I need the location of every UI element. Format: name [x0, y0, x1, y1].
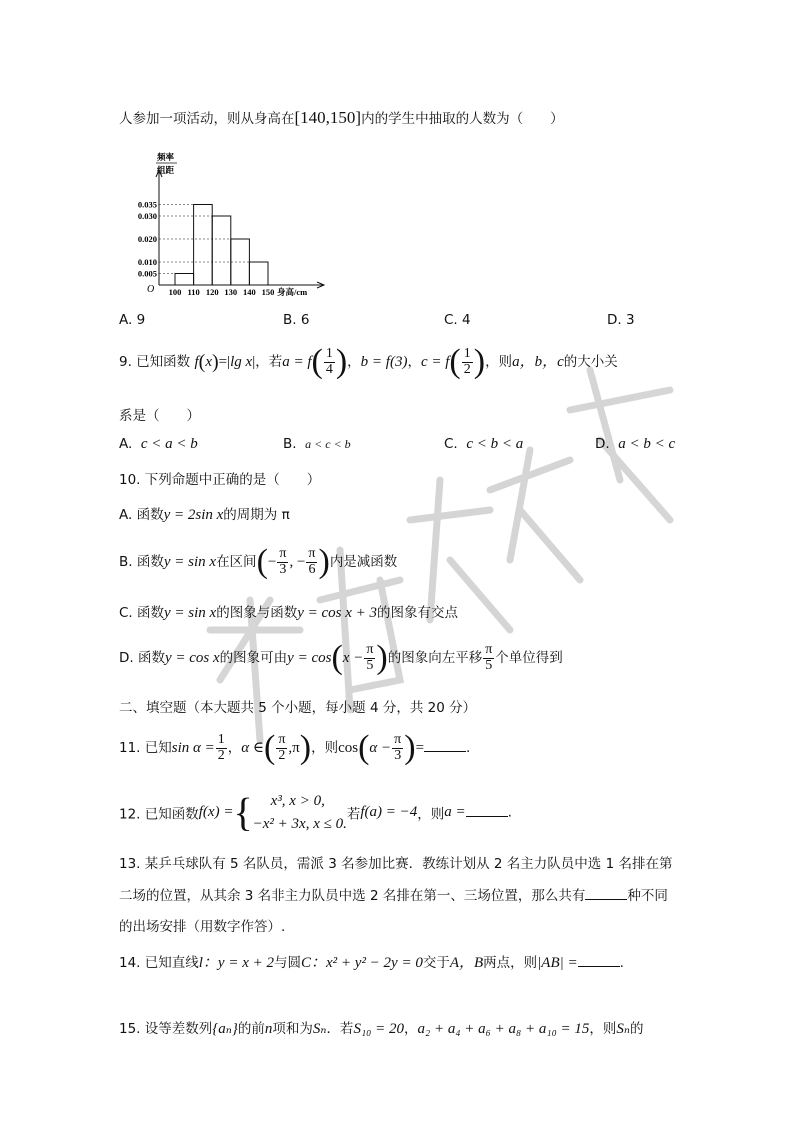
q10-a-post: 的周期为 π — [223, 507, 290, 523]
origin-label: O — [147, 284, 155, 295]
q9-option-d[interactable] — [595, 436, 675, 453]
q12-case2: −x² + 3x, x ≤ 0. — [252, 815, 347, 832]
q10-d-5b: 5 — [485, 657, 493, 673]
q9-sep2: ， — [407, 354, 421, 370]
q11-alpha-in: α ∈ — [241, 740, 265, 756]
q11-one: 1 — [217, 731, 225, 747]
q13-l2b: 种不同 — [627, 888, 668, 904]
histogram-chart — [119, 148, 329, 298]
q10-b-pi2: π — [308, 545, 316, 561]
q13-line3: 的出场安排（用数字作答）. — [119, 919, 286, 935]
q10-b-mid: 在区间 — [216, 554, 257, 570]
histogram-bar — [249, 262, 268, 285]
intro-line — [119, 107, 564, 128]
q15 — [119, 1017, 644, 1038]
q9-one-b: 1 — [463, 345, 471, 361]
q12-a: a = — [444, 804, 466, 820]
q11-inner: α − — [369, 740, 392, 756]
q12-case1: x³, x > 0, — [270, 793, 325, 809]
q9-a-eq: a = f — [282, 354, 312, 370]
q9-four: 4 — [325, 361, 333, 377]
q10-b-3: 3 — [279, 561, 287, 577]
q11-cos: cos — [338, 740, 359, 756]
q14-circle-eq: C：x² + y² − 2y = 0 — [301, 955, 423, 971]
q12-then: ，则 — [417, 806, 445, 823]
q10-b-pre: B. 函数 — [119, 554, 164, 570]
x-tick-label: 110 — [187, 287, 200, 297]
q11-two: 2 — [217, 747, 225, 763]
q10-option-d[interactable]: D. 函数y = cos x的图象可由y = cos(x − $\frac{\pi}{5}$ )的图象向左平移 $\frac{\pi}{5}$ 个单位得到 — [119, 639, 563, 676]
q10-option-c[interactable] — [119, 601, 458, 622]
q9-abs: lg x — [230, 354, 253, 370]
q14-line-eq: l：y = x + 2 — [198, 955, 274, 971]
histogram-bar — [175, 274, 194, 286]
q10-b-post: 内是减函数 — [329, 554, 398, 570]
q8-option-d[interactable]: D. 3 — [607, 312, 635, 328]
q11-eq: = — [415, 740, 425, 756]
q10-d-pi2: π — [485, 641, 493, 657]
q10-d-mid2: 的图象向左平移 — [387, 650, 483, 666]
q9-option-c[interactable] — [444, 436, 523, 453]
q13-l2a: 二场的位置，从其余 3 名非主力队员中选 2 名排在第一、三场位置，那么共有 — [119, 888, 586, 904]
ylabel-top: 频率 — [157, 152, 175, 162]
intro-pre: 人参加一项活动，则从身高在 — [119, 111, 295, 127]
q15-sn2: Sₙ — [616, 1021, 630, 1037]
histogram-bar — [194, 205, 213, 286]
q12-fx: f(x) = — [198, 804, 234, 820]
q9-option-c-math: c < b < a — [466, 436, 524, 452]
q11-answer-blank[interactable] — [424, 739, 466, 752]
q10-b-math: y = sin x — [163, 554, 217, 570]
q15-mid3: ．若 — [326, 1021, 354, 1037]
q14-ab: |AB| = — [537, 955, 578, 971]
q9-c-eq: c = f — [420, 354, 450, 370]
x-tick-label: 120 — [205, 287, 219, 297]
q11-sin: sin α = — [171, 740, 215, 756]
interval: [140,150] — [294, 108, 362, 127]
q14-pre: 14. 已知直线 — [119, 955, 199, 971]
q14-mid2: 交于 — [422, 955, 450, 971]
q15-s10: S₁₀ = 20 — [353, 1021, 404, 1037]
q8-option-a[interactable]: A. 9 — [119, 312, 146, 328]
q11-then: ，则 — [311, 740, 339, 756]
x-tick-label: 140 — [243, 287, 256, 297]
q9-option-d-label: D. — [595, 436, 610, 452]
q10-d-pre: D. 函数 — [119, 650, 165, 666]
q9-sep1: ， — [347, 354, 361, 370]
q10-d-x: x − — [342, 650, 364, 666]
q12-answer-blank[interactable] — [466, 804, 508, 817]
y-tick-label: 0.020 — [137, 234, 157, 244]
q9-vars: a，b，c — [512, 354, 564, 370]
q14-mid: 与圆 — [274, 955, 301, 971]
q13-line2 — [119, 884, 668, 904]
q15-an: {aₙ} — [212, 1021, 238, 1037]
q10-d-math2: y = cos — [287, 650, 332, 666]
q11-comma: ， — [227, 740, 242, 756]
x-axis-label: 身高/cm — [277, 287, 308, 297]
q10-option-b[interactable]: B. 函数y = sin x在区间(− $\frac{\pi}{3}$ , − $\frac{\pi}{6}$ )内是减函数 — [119, 543, 398, 580]
q14: 14. 已知直线l：y = x + 2与圆C：x² + y² − 2y = 0交于A，B两点，则|AB| = . — [119, 955, 624, 971]
section-2-heading: 二、填空题（本大题共 5 个小题，每小题 4 分，共 20 分） — [119, 700, 477, 716]
q10-c-math2: y = cos x + 3 — [297, 605, 378, 621]
x-tick-label: 130 — [224, 287, 238, 297]
q9-one: 1 — [325, 345, 333, 361]
q13-answer-blank[interactable] — [585, 887, 627, 900]
q9-b-eq: b = f(3) — [360, 354, 408, 370]
q9-option-a[interactable] — [119, 436, 198, 453]
q10-a-math: y = 2sin x — [163, 507, 224, 523]
y-tick-label: 0.035 — [137, 199, 157, 210]
q9-option-b-label: B. — [283, 436, 297, 452]
q15-mid2: 项和为 — [272, 1021, 313, 1037]
y-tick-label: 0.030 — [137, 211, 157, 221]
q11-three: 3 — [394, 747, 402, 763]
q15-sum: a₂ + a₄ + a₆ + a₈ + a₁₀ = 15 — [417, 1021, 590, 1037]
q9-option-b-math: a < c < b — [305, 437, 351, 451]
q11-pre: 11. 已知 — [119, 740, 172, 756]
q14-mid3: 两点，则 — [483, 955, 538, 971]
q11-two-b: 2 — [278, 747, 286, 763]
q9-option-c-label: C. — [444, 436, 458, 452]
q15-n: n — [264, 1021, 273, 1037]
y-tick-label: 0.005 — [137, 268, 157, 279]
q9-stem: 9. 已知函数 f(x)=|lg x|，若a = f( $\frac{1}{4}$ )，b = f(3)，c = f( $\frac{1}{2}$ )，则a，b，c的大小关 — [119, 343, 618, 380]
q9-option-a-label: A. — [119, 436, 133, 452]
q11-pi1: π — [278, 731, 286, 747]
q10-d-post: 个单位得到 — [495, 650, 563, 666]
q10-c-math1: y = sin x — [164, 605, 217, 621]
q12-cond: f(a) = −4 — [360, 804, 418, 820]
q9-text1: ，若 — [255, 354, 283, 370]
q10-c-pre: C. 函数 — [119, 605, 165, 621]
q15-pre: 15. 设等差数列 — [119, 1021, 213, 1037]
q9-option-a-math: c < a < b — [140, 436, 198, 452]
q10-d-pi: π — [366, 641, 374, 657]
q11: 11. 已知sin α = $\frac{1}{2}$ ，α ∈( $\frac{\pi}{2}$ ,π)，则cos(α − $\frac{\pi}{3}$ )= . — [119, 729, 471, 766]
q10-c-post: 的图象有交点 — [377, 605, 459, 621]
q11-pi2: π — [394, 731, 402, 747]
q10-b-6: 6 — [308, 561, 316, 577]
q9-two: 2 — [463, 361, 471, 377]
q14-points: A，B — [449, 955, 484, 971]
ylabel-bottom: 组距 — [157, 165, 175, 175]
q12-if: 若 — [346, 806, 361, 823]
q9-option-b[interactable] — [283, 436, 351, 452]
q9-x: x — [205, 354, 212, 370]
q9-num: 9. 已知函数 — [119, 354, 191, 370]
x-tick-label: 100 — [168, 287, 182, 297]
q15-mid: 的前 — [237, 1021, 265, 1037]
histogram-bar — [212, 216, 231, 285]
q15-mid4: ，则 — [589, 1021, 617, 1037]
q13-line1: 13. 某乒乓球队有 5 名队员，需派 3 名参加比赛．教练计划从 2 名主力队员中选 1 名排在第 — [119, 856, 673, 872]
q15-sep: ， — [404, 1021, 418, 1037]
q15-sn: Sₙ — [312, 1021, 327, 1037]
q9-tail2: 的大小关 — [563, 354, 618, 370]
q10-d-mid: 的图象可由 — [219, 650, 288, 666]
q10-a-pre: A. 函数 — [119, 507, 164, 523]
q10-b-pi1: π — [279, 545, 287, 561]
q10-c-mid: 的图象与函数 — [216, 605, 298, 621]
q15-post: 的 — [630, 1021, 644, 1037]
q11-tail: ,π — [288, 740, 300, 756]
q10-d-math1: y = cos x — [164, 650, 220, 666]
q10-stem: 10. 下列命题中正确的是（ ） — [119, 472, 321, 488]
q14-answer-blank[interactable] — [578, 954, 620, 967]
q10-option-a[interactable] — [119, 503, 290, 524]
q8-option-c[interactable]: C. 4 — [444, 312, 471, 328]
y-tick-label: 0.010 — [137, 257, 157, 267]
q10-d-5: 5 — [366, 657, 374, 673]
q12: 12. 已知函数f(x) ={ x³, x > 0, −x² + 3x, x ≤ 0. 若f(a) = −4，则a = . — [119, 789, 512, 835]
q9-f: f — [194, 354, 199, 370]
q9-line2: 系是（ ） — [119, 408, 200, 424]
intro-post: 内的学生中抽取的人数为（ ） — [361, 111, 564, 127]
q9-option-d-math: a < b < c — [618, 436, 676, 452]
q8-option-b[interactable]: B. 6 — [283, 312, 310, 328]
q9-tail: ，则 — [485, 354, 513, 370]
q12-pre: 12. 已知函数 — [119, 806, 199, 823]
x-tick-label: 150 — [261, 287, 275, 297]
